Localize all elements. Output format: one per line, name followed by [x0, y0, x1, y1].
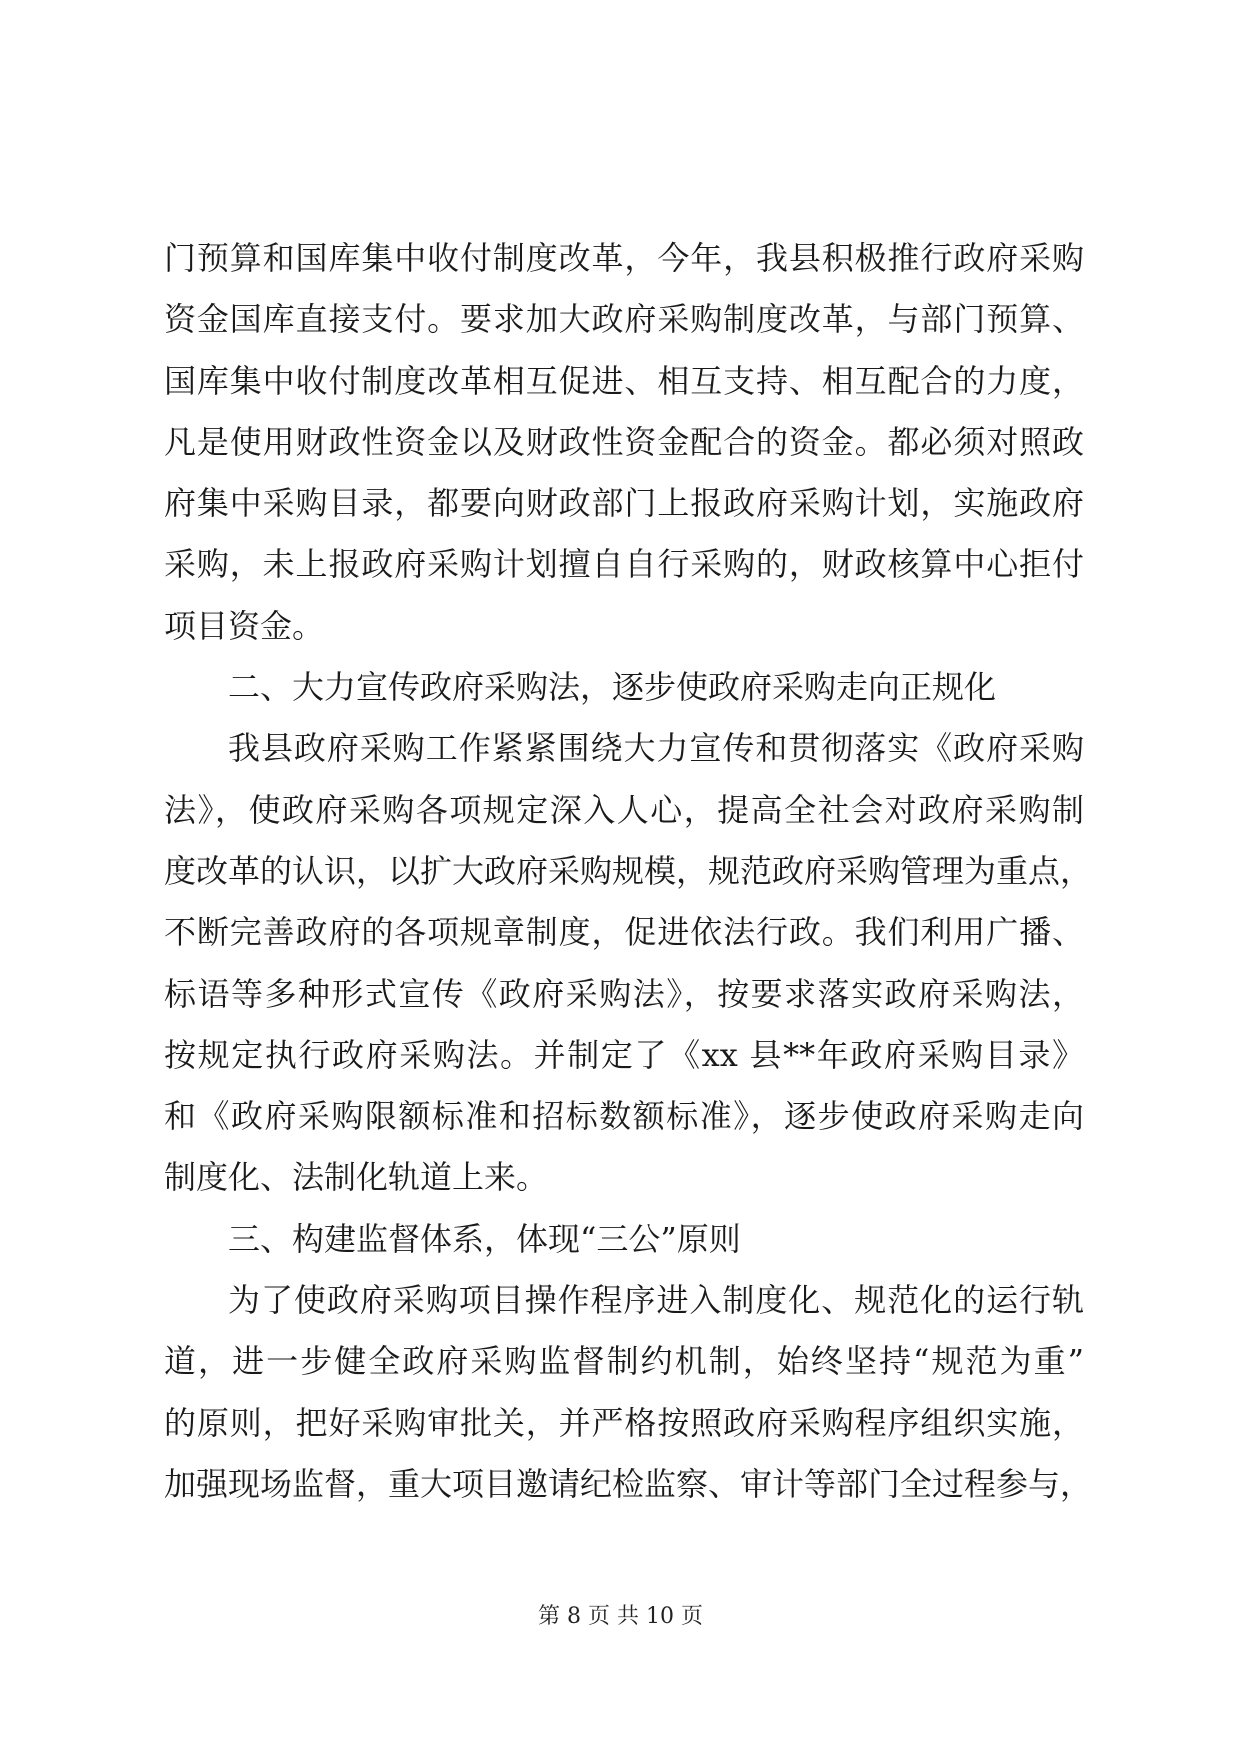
text-line: 门预算和国库集中收付制度改革，今年，我县积极推行政府采购 — [164, 239, 1084, 277]
text-line: 我县政府采购工作紧紧围绕大力宣传和贯彻落实《政府采购 — [228, 729, 1084, 768]
text-line: 项目资金。 — [164, 606, 325, 645]
section-heading: 二、大力宣传政府采购法，逐步使政府采购走向正规化 — [228, 668, 997, 707]
page-footer: 第 8 页 共 10 页 — [538, 1604, 703, 1629]
text-line: 国库集中收付制度改革相互促进、相互支持、相互配合的力度， — [164, 361, 1084, 400]
text-line: 制度化、法制化轨道上来。 — [164, 1158, 549, 1197]
text-line: 为了使政府采购项目操作程序进入制度化、规范化的运行轨 — [228, 1281, 1084, 1320]
text-line: 加强现场监督，重大项目邀请纪检监察、审计等部门全过程参与， — [164, 1464, 1093, 1503]
text-line: 府集中采购目录，都要向财政部门上报政府采购计划，实施政府 — [164, 484, 1084, 523]
text-line: 道，进一步健全政府采购监督制约机制，始终坚持“规范为重” — [164, 1342, 1084, 1381]
section-heading: 三、构建监督体系，体现“三公”原则 — [228, 1219, 741, 1258]
text-line: 凡是使用财政性资金以及财政性资金配合的资金。都必须对照政 — [164, 422, 1084, 461]
body-text — [164, 228, 1093, 1515]
text-line: 法》，使政府采购各项规定深入人心，提高全社会对政府采购制 — [164, 790, 1084, 829]
text-line: 采购，未上报政府采购计划擅自自行采购的，财政核算中心拒付 — [164, 545, 1084, 584]
text-line: 不断完善政府的各项规章制度，促进依法行政。我们利用广播、 — [164, 913, 1084, 952]
text-line: 资金国库直接支付。要求加大政府采购制度改革，与部门预算、 — [164, 300, 1084, 339]
text-line: 和《政府采购限额标准和招标数额标准》，逐步使政府采购走向 — [164, 1097, 1084, 1136]
text-line: 度改革的认识，以扩大政府采购规模，规范政府采购管理为重点， — [164, 851, 1093, 890]
text-line: 的原则，把好采购审批关，并严格按照政府采购程序组织实施， — [164, 1403, 1084, 1442]
text-line: 标语等多种形式宣传《政府采购法》，按要求落实政府采购法， — [164, 974, 1084, 1013]
text-line: 按规定执行政府采购法。并制定了《xx 县**年政府采购目录》 — [164, 1035, 1084, 1074]
